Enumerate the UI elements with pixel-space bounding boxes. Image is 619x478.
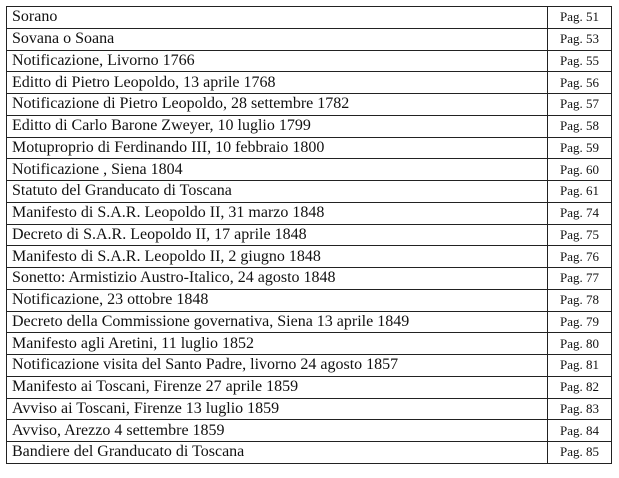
entry-title: Avviso, Arezzo 4 settembre 1859 — [7, 420, 548, 442]
entry-page: Pag. 59 — [548, 137, 612, 159]
table-row — [7, 333, 612, 355]
entry-page: Pag. 84 — [548, 420, 612, 442]
entry-title: Sovana o Soana — [7, 28, 548, 50]
entry-title: Notificazione, Livorno 1766 — [7, 50, 548, 72]
entry-title: Statuto del Granducato di Toscana — [7, 181, 548, 203]
entry-page: Pag. 51 — [548, 7, 612, 29]
entry-page: Pag. 60 — [548, 159, 612, 181]
table-row — [7, 355, 612, 377]
table-row — [7, 268, 612, 290]
entry-page: Pag. 56 — [548, 72, 612, 94]
table-row — [7, 311, 612, 333]
entry-title: Manifesto agli Aretini, 11 luglio 1852 — [7, 333, 548, 355]
table-row — [7, 159, 612, 181]
entry-title: Decreto della Commissione governativa, Siena 13 aprile 1849 — [7, 311, 548, 333]
entry-title: Editto di Pietro Leopoldo, 13 aprile 1768 — [7, 72, 548, 94]
table-row — [7, 7, 612, 29]
table-row — [7, 442, 612, 464]
entry-title: Bandiere del Granducato di Toscana — [7, 442, 548, 464]
table-row — [7, 181, 612, 203]
entry-title: Notificazione, 23 ottobre 1848 — [7, 289, 548, 311]
table-row — [7, 50, 612, 72]
table-row — [7, 94, 612, 116]
entry-title: Notificazione visita del Santo Padre, livorno 24 agosto 1857 — [7, 355, 548, 377]
table-row — [7, 246, 612, 268]
entry-page: Pag. 85 — [548, 442, 612, 464]
table-of-contents — [6, 6, 612, 464]
entry-title: Motuproprio di Ferdinando III, 10 febbraio 1800 — [7, 137, 548, 159]
table-row — [7, 289, 612, 311]
table-row — [7, 420, 612, 442]
entry-page: Pag. 76 — [548, 246, 612, 268]
table-row — [7, 137, 612, 159]
entry-page: Pag. 77 — [548, 268, 612, 290]
entry-title: Avviso ai Toscani, Firenze 13 luglio 1859 — [7, 398, 548, 420]
entry-title: Notificazione , Siena 1804 — [7, 159, 548, 181]
entry-page: Pag. 83 — [548, 398, 612, 420]
entry-title: Manifesto di S.A.R. Leopoldo II, 31 marzo 1848 — [7, 202, 548, 224]
table-row — [7, 72, 612, 94]
entry-page: Pag. 57 — [548, 94, 612, 116]
entry-page: Pag. 82 — [548, 376, 612, 398]
entry-page: Pag. 61 — [548, 181, 612, 203]
entry-title: Notificazione di Pietro Leopoldo, 28 settembre 1782 — [7, 94, 548, 116]
entry-page: Pag. 75 — [548, 224, 612, 246]
entry-page: Pag. 79 — [548, 311, 612, 333]
entry-title: Manifesto ai Toscani, Firenze 27 aprile 1859 — [7, 376, 548, 398]
entry-page: Pag. 58 — [548, 115, 612, 137]
table-row — [7, 28, 612, 50]
toc-body — [7, 7, 612, 464]
entry-page: Pag. 74 — [548, 202, 612, 224]
entry-title: Sonetto: Armistizio Austro-Italico, 24 agosto 1848 — [7, 268, 548, 290]
entry-page: Pag. 55 — [548, 50, 612, 72]
entry-page: Pag. 81 — [548, 355, 612, 377]
entry-title: Manifesto di S.A.R. Leopoldo II, 2 giugno 1848 — [7, 246, 548, 268]
entry-title: Editto di Carlo Barone Zweyer, 10 luglio 1799 — [7, 115, 548, 137]
table-row — [7, 398, 612, 420]
entry-page: Pag. 80 — [548, 333, 612, 355]
table-row — [7, 376, 612, 398]
table-row — [7, 115, 612, 137]
table-row — [7, 202, 612, 224]
entry-page: Pag. 53 — [548, 28, 612, 50]
table-row — [7, 224, 612, 246]
entry-title: Decreto di S.A.R. Leopoldo II, 17 aprile 1848 — [7, 224, 548, 246]
entry-title: Sorano — [7, 7, 548, 29]
entry-page: Pag. 78 — [548, 289, 612, 311]
